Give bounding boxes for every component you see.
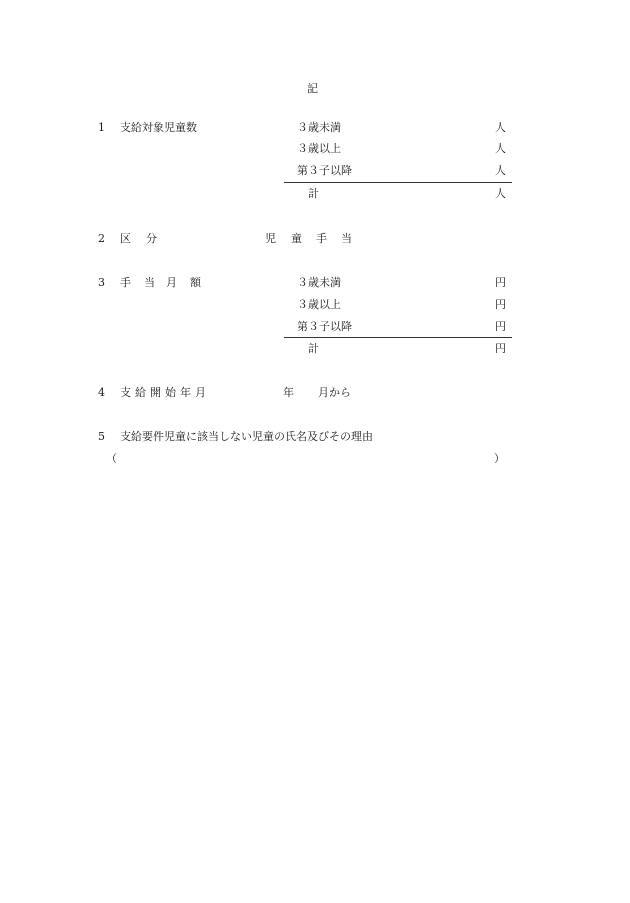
section-3-row-unit: 円 bbox=[495, 320, 506, 333]
section-1-row-label: ３歳以上 bbox=[297, 142, 341, 155]
section-2-value-char: 当 bbox=[341, 232, 352, 245]
section-3-label-char: 手 bbox=[120, 276, 131, 289]
section-4-label-char: 給 bbox=[135, 386, 146, 399]
section-5-close-paren: ） bbox=[494, 452, 505, 465]
section-3-label-char: 額 bbox=[190, 276, 201, 289]
section-3-row-label: 第３子以降 bbox=[297, 320, 352, 333]
section-3-total-label: 計 bbox=[308, 342, 319, 355]
section-3-row-unit: 円 bbox=[495, 276, 506, 289]
section-2-value-char: 童 bbox=[291, 232, 302, 245]
section-1-row-label: 第３子以降 bbox=[297, 164, 352, 177]
section-4-month: 月から bbox=[318, 386, 351, 399]
section-4-label-char: 始 bbox=[165, 386, 176, 399]
section-5-open-paren: （ bbox=[106, 452, 117, 465]
section-4-label-char: 支 bbox=[120, 386, 131, 399]
section-3-row-label: ３歳以上 bbox=[297, 298, 341, 311]
section-3-row-label: ３歳未満 bbox=[297, 276, 341, 289]
section-3-total-unit: 円 bbox=[495, 342, 506, 355]
section-1-label: 支給対象児童数 bbox=[120, 121, 197, 134]
section-2-label-char: 区 bbox=[120, 232, 131, 245]
section-4-label-char: 年 bbox=[180, 386, 191, 399]
section-4-label-char: 月 bbox=[195, 386, 206, 399]
section-1-total-label: 計 bbox=[308, 187, 319, 200]
section-1-number: 1 bbox=[98, 121, 105, 134]
section-1-total-rule bbox=[284, 182, 512, 183]
section-1-total-unit: 人 bbox=[495, 187, 506, 200]
section-4-number: 4 bbox=[98, 386, 105, 399]
section-2-number: 2 bbox=[98, 232, 105, 245]
section-2-value-char: 手 bbox=[316, 232, 327, 245]
section-1-row-unit: 人 bbox=[495, 142, 506, 155]
section-5-number: 5 bbox=[98, 430, 105, 443]
section-1-row-unit: 人 bbox=[495, 164, 506, 177]
section-5-label: 支給要件児童に該当しない児童の氏名及びその理由 bbox=[120, 430, 373, 443]
section-4-year: 年 bbox=[283, 386, 294, 399]
section-2-value-char: 児 bbox=[265, 232, 276, 245]
section-2-label-char: 分 bbox=[146, 232, 157, 245]
section-1-row-label: ３歳未満 bbox=[297, 121, 341, 134]
section-1-row-unit: 人 bbox=[495, 121, 506, 134]
document-heading: 記 bbox=[307, 82, 318, 95]
section-3-label-char: 当 bbox=[144, 276, 155, 289]
section-3-label-char: 月 bbox=[166, 276, 177, 289]
section-3-number: 3 bbox=[98, 276, 105, 289]
section-3-total-rule bbox=[284, 337, 512, 338]
section-3-row-unit: 円 bbox=[495, 298, 506, 311]
section-4-label-char: 開 bbox=[150, 386, 161, 399]
